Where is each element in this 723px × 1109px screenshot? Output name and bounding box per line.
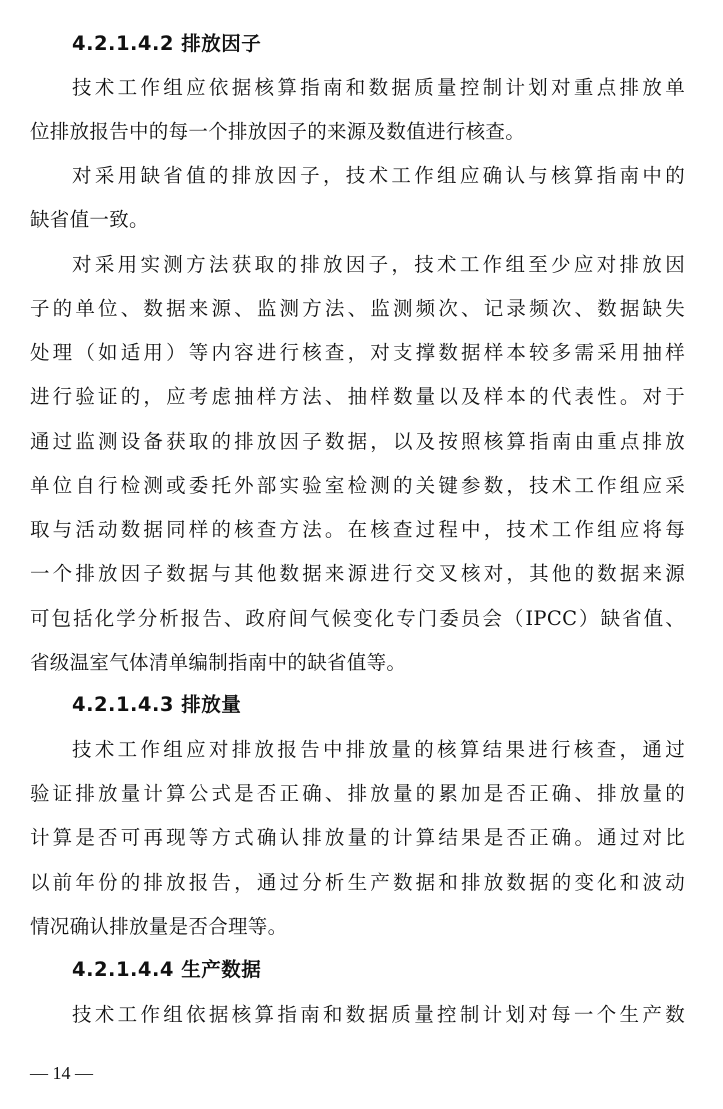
- text-line: 可包括化学分析报告、政府间气候变化专门委员会（IPCC）缺省值、: [30, 607, 685, 630]
- text-line: 对采用实测方法获取的排放因子，技术工作组至少应对排放因: [72, 253, 685, 276]
- text-line: 技术工作组应对排放报告中排放量的核算结果进行核查，通过: [72, 738, 685, 761]
- text-line: 单位自行检测或委托外部实验室检测的关键参数，技术工作组应采: [30, 474, 685, 497]
- text-line: 对采用缺省值的排放因子，技术工作组应确认与核算指南中的: [72, 164, 685, 187]
- section-heading: 4.2.1.4.2 排放因子: [72, 32, 262, 55]
- text-line: 技术工作组应依据核算指南和数据质量控制计划对重点排放单: [72, 76, 685, 99]
- text-line: 计算是否可再现等方式确认排放量的计算结果是否正确。通过对比: [30, 826, 685, 849]
- text-line: 一个排放因子数据与其他数据来源进行交叉核对，其他的数据来源: [30, 562, 685, 585]
- text-line: 情况确认排放量是否合理等。: [30, 915, 288, 938]
- text-line: 以前年份的排放报告，通过分析生产数据和排放数据的变化和波动: [30, 871, 685, 894]
- text-line: 子的单位、数据来源、监测方法、监测频次、记录频次、数据缺失: [30, 297, 685, 320]
- text-line: 进行验证的，应考虑抽样方法、抽样数量以及样本的代表性。对于: [30, 385, 685, 408]
- text-line: 技术工作组依据核算指南和数据质量控制计划对每一个生产数: [72, 1003, 685, 1026]
- page-number: — 14 —: [30, 1063, 93, 1083]
- text-line: 处理（如适用）等内容进行核查，对支撑数据样本较多需采用抽样: [30, 341, 685, 364]
- text-line: 通过监测设备获取的排放因子数据，以及按照核算指南由重点排放: [30, 430, 685, 453]
- text-line: 缺省值一致。: [30, 208, 149, 231]
- text-line: 位排放报告中的每一个排放因子的来源及数值进行核查。: [30, 120, 526, 143]
- text-line: 省级温室气体清单编制指南中的缺省值等。: [30, 651, 407, 674]
- section-heading: 4.2.1.4.4 生产数据: [72, 958, 262, 981]
- section-heading: 4.2.1.4.3 排放量: [72, 693, 242, 716]
- text-line: 取与活动数据同样的核查方法。在核查过程中，技术工作组应将每: [30, 518, 685, 541]
- text-line: 验证排放量计算公式是否正确、排放量的累加是否正确、排放量的: [30, 782, 685, 805]
